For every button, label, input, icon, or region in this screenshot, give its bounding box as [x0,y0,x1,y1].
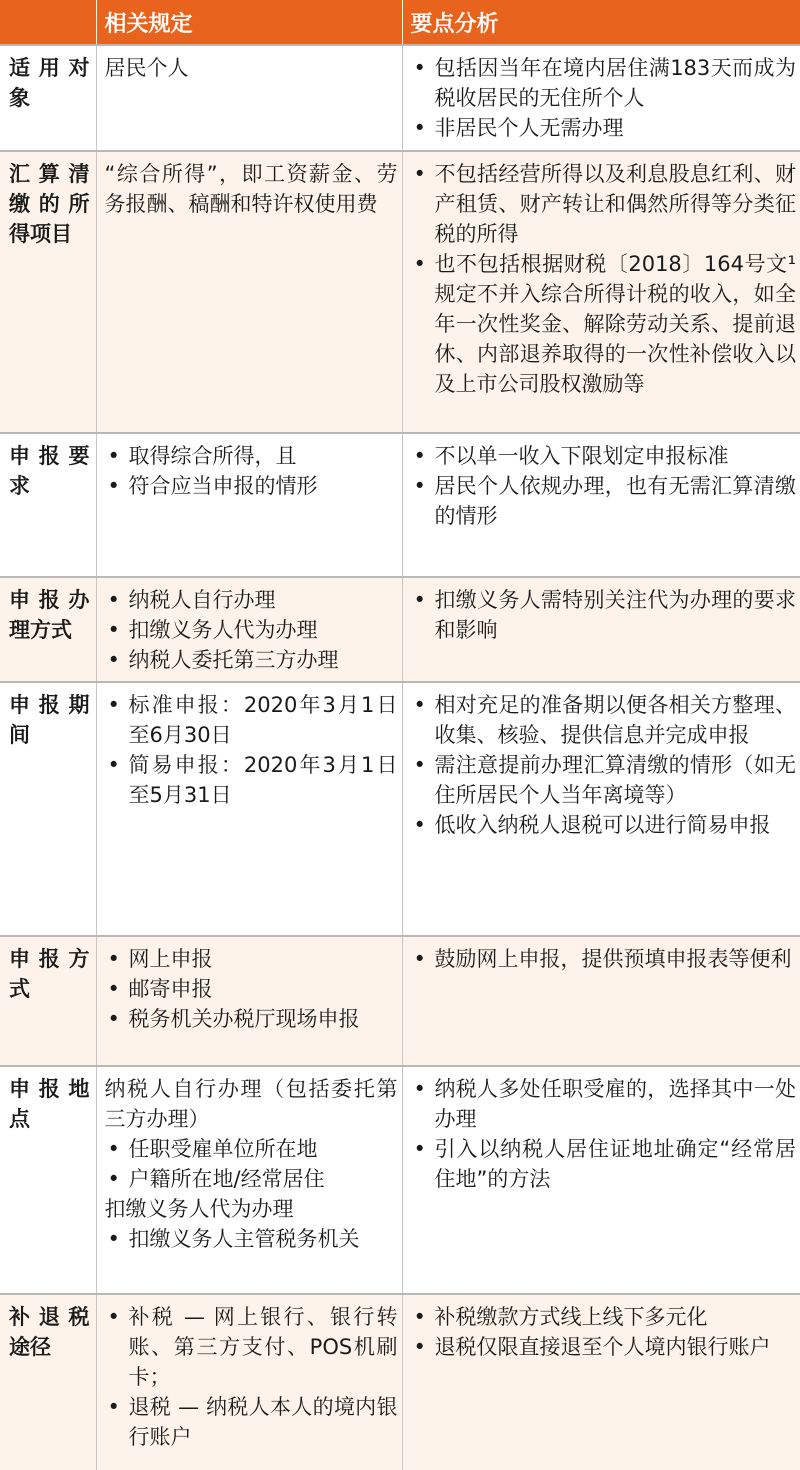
row-title: 申报期间 [0,682,96,936]
bullet-item: • 邮寄申报 [105,974,398,1004]
cell-text: “综合所得”，即工资薪金、劳务报酬、稿酬和特许权使用费 [104,162,398,216]
bullet-list [411,1302,797,1362]
bullet-item: • 扣缴义务人代为办理 [105,615,398,645]
bullet-item: • 纳税人多处任职受雇的，选择其中一处办理 [411,1074,797,1134]
analysis-cell [402,151,800,433]
bullet-item: • 补税 — 网上银行、银行转账、第三方支付、POS机刷卡； [105,1302,398,1392]
bullet-list [105,585,398,675]
bullet-item: • 网上申报 [105,944,398,974]
analysis-cell [402,433,800,577]
table-row [0,45,800,151]
bullet-item: • 鼓励网上申报，提供预填申报表等便利 [411,944,797,974]
analysis-cell [402,1066,800,1294]
bullet-item: • 低收入纳税人退税可以进行简易申报 [411,810,797,840]
bullet-item: • 纳税人自行办理 [105,585,398,615]
analysis-cell [402,1294,800,1470]
bullet-list [105,441,398,501]
row-title: 适用对象 [0,45,96,151]
bullet-item: • 需注意提前办理汇算清缴的情形（如无住所居民个人当年离境等） [411,750,797,810]
group-heading: 扣缴义务人代为办理 [104,1197,294,1221]
analysis-cell [402,936,800,1066]
bullet-list [411,585,797,645]
header-analysis: 要点分析 [402,0,800,45]
table-header [0,0,800,45]
header-item-column [0,0,96,45]
bullet-item: • 相对充足的准备期以便各相关方整理、收集、核验、提供信息并完成申报 [411,690,797,750]
table-row [0,682,800,936]
bullet-list [411,441,797,531]
bullet-item: • 符合应当申报的情形 [105,471,398,501]
group-heading: 纳税人自行办理（包括委托第三方办理） [104,1077,398,1131]
analysis-cell [402,577,800,682]
table-row [0,433,800,577]
bullet-list [411,53,797,143]
bullet-item: • 任职受雇单位所在地 [105,1134,398,1164]
bullet-item: • 也不包括根据财税〔2018〕164号文¹规定不并入综合所得计税的收入，如全年一次性奖金、解除劳动关系、提前退休、内部退养取得的一次性补偿收入以及上市公司股权激励等 [411,249,797,399]
table-row [0,151,800,433]
bullet-item: • 户籍所在地/经常居住 [105,1164,398,1194]
bullet-item: • 扣缴义务人主管税务机关 [105,1224,398,1254]
row-title: 申报办理方式 [0,577,96,682]
row-title: 补退税途径 [0,1294,96,1470]
bullet-item: • 包括因当年在境内居住满183天而成为税收居民的无住所个人 [411,53,797,113]
bullet-item: • 退税 — 纳税人本人的境内银行账户 [105,1392,398,1452]
regulation-cell [96,577,402,682]
row-title: 申报方式 [0,936,96,1066]
bullet-list [411,159,797,399]
regulation-cell [96,45,402,151]
table-row [0,1294,800,1470]
bullet-item: • 不以单一收入下限划定申报标准 [411,441,797,471]
bullet-list [105,1302,398,1452]
regulation-cell [96,682,402,936]
bullet-list [105,1134,398,1194]
bullet-item: • 简易申报：2020年3月1日至5月31日 [105,750,398,810]
bullet-list [105,690,398,810]
analysis-cell [402,682,800,936]
bullet-list [411,690,797,840]
regulation-cell [96,151,402,433]
bullet-item: • 居民个人依规办理，也有无需汇算清缴的情形 [411,471,797,531]
regulation-cell [96,936,402,1066]
bullet-item: • 退税仅限直接退至个人境内银行账户 [411,1332,797,1362]
table-row [0,577,800,682]
bullet-item: • 不包括经营所得以及利息股息红利、财产租赁、财产转让和偶然所得等分类征税的所得 [411,159,797,249]
row-title: 申报地点 [0,1066,96,1294]
cell-text: 居民个人 [104,56,189,80]
table-row [0,1066,800,1294]
analysis-cell [402,45,800,151]
table-body [0,45,800,1470]
bullet-item: • 引入以纳税人居住证地址确定“经常居住地”的方法 [411,1134,797,1194]
bullet-item: • 扣缴义务人需特别关注代为办理的要求和影响 [411,585,797,645]
bullet-list [105,1224,398,1254]
row-title: 汇算清缴的所得项目 [0,151,96,433]
regulation-cell [96,1066,402,1294]
bullet-item: • 纳税人委托第三方办理 [105,645,398,675]
regulation-cell [96,1294,402,1470]
bullet-item: • 补税缴款方式线上线下多元化 [411,1302,797,1332]
bullet-list [411,944,797,974]
table-row [0,936,800,1066]
row-title: 申报要求 [0,433,96,577]
bullet-item: • 标准申报：2020年3月1日至6月30日 [105,690,398,750]
header-regulation: 相关规定 [96,0,402,45]
bullet-item: • 税务机关办税厅现场申报 [105,1004,398,1034]
bullet-list [411,1074,797,1194]
bullet-list [105,944,398,1034]
regulation-cell [96,433,402,577]
bullet-item: • 非居民个人无需办理 [411,113,797,143]
bullet-item: • 取得综合所得，且 [105,441,398,471]
